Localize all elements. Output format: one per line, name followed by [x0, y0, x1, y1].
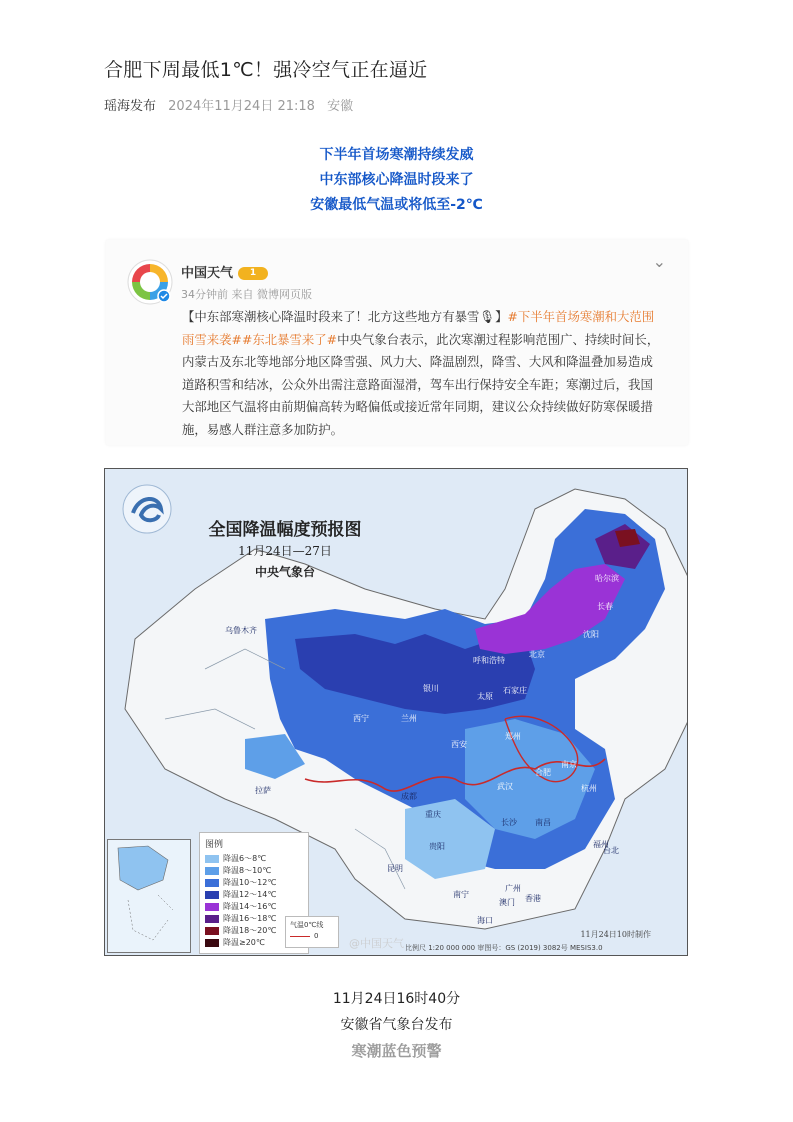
map-scale-note: 比例尺 1:20 000 000 审图号：GS (2019) 3082号 MESIS3.0	[405, 944, 603, 952]
cooling-forecast-map	[104, 468, 688, 956]
city-label: 长沙	[501, 818, 517, 827]
issue-time: 11月24日16时40分	[332, 991, 461, 1007]
city-label: 郑州	[505, 732, 521, 741]
legend-item: 降温≥20℃	[205, 937, 265, 947]
map-production-time: 11月24日10时制作	[580, 930, 651, 939]
city-label: 台北	[603, 846, 619, 855]
weibo-post-card	[106, 240, 688, 445]
legend-item: 降温16～18℃	[205, 913, 276, 923]
city-label: 南昌	[535, 818, 551, 827]
weibo-post-text: 【中东部寒潮核心降温时段来了！北方这些地方有暴雪🎙】#下半年首场寒潮和大范围雨雪来袭##东北暴雪来了#中央气象台表示，此次寒潮过程影响范围广、持续时间长，内蒙古及东北等地部分地区降雪强、风力大、降温剧烈，降雪、大风和降温叠加易造成道路积雪和结冰，公众外出需注意路面湿滑，驾车出行保持安全车距；寒潮过后，我国大部地区气温将由前期偏高转为略偏低或接近常年同期，建议公众持续做好防寒保暖措施，易感人群注意多加防护。	[182, 309, 660, 437]
map-dates: 11月24日—27日	[238, 544, 332, 558]
warning-title: 寒潮蓝色预警	[351, 1042, 442, 1060]
city-label: 贵阳	[429, 842, 445, 851]
zero-degree-line-legend: 气温0℃线 0	[285, 916, 339, 948]
city-label: 成都	[401, 792, 417, 801]
headline-1: 下半年首场寒潮持续发威	[319, 147, 474, 163]
weibo-watermark: @中国天气	[349, 937, 404, 950]
city-label: 福州	[593, 840, 609, 849]
city-label: 重庆	[425, 810, 441, 819]
headline-2: 中东部核心降温时段来了	[319, 172, 474, 188]
map-title-block	[105, 515, 465, 580]
city-label: 长春	[597, 602, 613, 611]
weibo-account-name[interactable]: 中国天气 1	[181, 262, 268, 281]
legend-item: 降温10～12℃	[205, 877, 276, 887]
city-label: 广州	[505, 884, 521, 893]
chevron-down-icon[interactable]: ⌄	[652, 252, 666, 271]
legend-item: 降温8～10℃	[205, 865, 271, 875]
legend-item: 降温6～8℃	[205, 853, 266, 863]
vip-crown-icon: 1	[238, 267, 268, 280]
article-title: 合肥下周最低1℃！强冷空气正在逼近	[104, 59, 428, 81]
city-label: 合肥	[535, 768, 551, 777]
legend-title: 图例	[205, 840, 224, 850]
city-label: 呼和浩特	[473, 656, 505, 665]
city-label: 南宁	[453, 890, 469, 899]
city-label: 兰州	[401, 714, 417, 723]
city-label: 石家庄	[503, 686, 527, 695]
hashtag-link-1[interactable]: #下半年首场寒潮和大范围雨雪来袭#	[182, 309, 655, 347]
city-label: 杭州	[581, 784, 597, 793]
legend-item: 降温14～16℃	[205, 901, 276, 911]
city-label: 沈阳	[583, 630, 599, 639]
city-label: 西宁	[353, 714, 369, 723]
author-link[interactable]: 瑶海发布	[104, 99, 157, 114]
publish-date: 2024年11月24日 21:18	[168, 99, 315, 114]
hashtag-link-2[interactable]: #东北暴雪来了#	[241, 331, 338, 347]
city-label: 香港	[525, 894, 541, 903]
city-label: 昆明	[387, 864, 403, 873]
issuer: 安徽省气象台发布	[340, 1017, 453, 1033]
map-title: 全国降温幅度预报图	[208, 520, 362, 540]
city-label: 乌鲁木齐	[225, 626, 257, 635]
headline-3: 安徽最低气温或将低至-2℃	[310, 197, 483, 213]
legend-item: 降温12～14℃	[205, 889, 276, 899]
city-label: 武汉	[497, 782, 513, 791]
city-label: 太原	[477, 692, 493, 701]
microphone-icon: 🎙	[479, 309, 496, 324]
city-label: 海口	[477, 916, 493, 925]
region-label: 安徽	[327, 99, 354, 114]
city-label: 南京	[561, 760, 577, 769]
city-label: 西安	[451, 740, 467, 749]
weibo-post-time: 34分钟前 来自 微博网页版	[181, 288, 312, 301]
article-meta	[104, 95, 353, 114]
city-label: 银川	[423, 684, 439, 693]
china-weather-logo-icon	[126, 258, 174, 306]
city-label: 北京	[529, 650, 545, 659]
map-agency: 中央气象台	[254, 565, 315, 579]
city-label: 哈尔滨	[595, 574, 619, 583]
south-china-sea-inset	[107, 839, 191, 953]
city-label: 澳门	[499, 898, 515, 907]
headline-block	[0, 143, 793, 218]
legend-item: 降温18～20℃	[205, 925, 276, 935]
city-label: 拉萨	[255, 786, 271, 795]
